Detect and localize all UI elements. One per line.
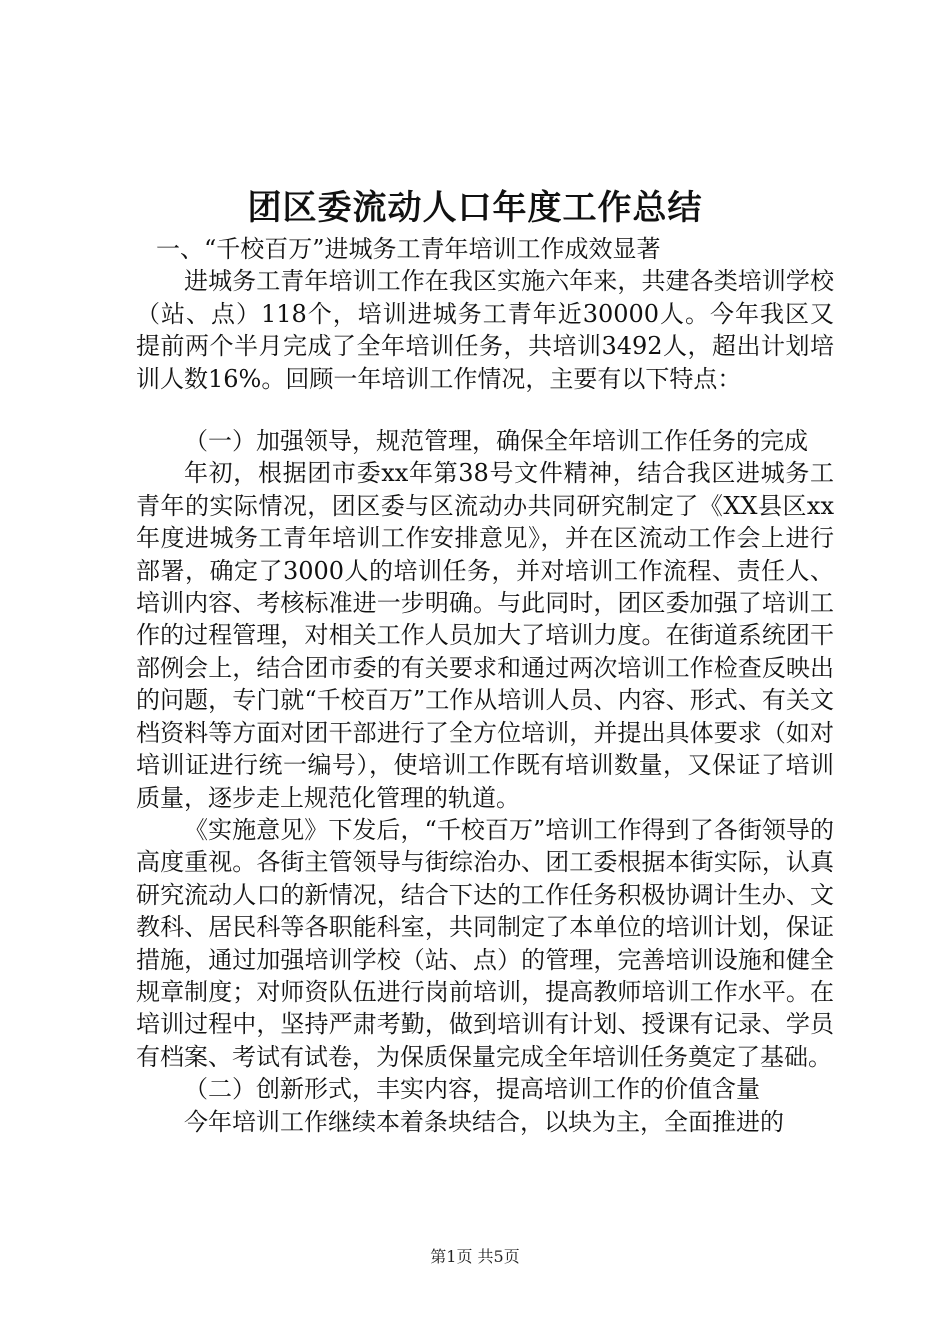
section-heading-1: 一、“千校百万”进城务工青年培训工作成效显著 [156,235,661,263]
document-title: 团区委流动人口年度工作总结 [247,188,703,228]
paragraph-body: 年初，根据团市委xx年第38号文件精神，结合我区进城务工青年的实际情况，团区委与区流动办共同研究制定了《XX县区xx年度进城务工青年培训工作安排意见》，并在区流动工作会上进行部署，确定了3000人的培训任务，并对培训工作流程、责任人、培训内容、考核标准进一步明确。与此同时，团区委加强了培训工作的过程管理，对相关工作人员加大了培训力度。在街道系统团干部例会上，结合团市委的有关要求和通过两次培训工作检查反映出的问题，专门就“千校百万”工作从培训人员、内容、形式、有关文档资料等方面对团干部进行了全方位培训，并提出具体要求（如对培训证进行统一编号），使培训工作既有培训数量，又保证了培训质量，逐步走上规范化管理的轨道。 [136,459,834,812]
paragraph-spacer [136,395,834,425]
subsection-heading-1: （一）加强领导，规范管理，确保全年培训工作任务的完成 [184,427,808,456]
subsection-heading-2: （二）创新形式，丰实内容，提高培训工作的价值含量 [184,1075,760,1104]
paragraph-intro: 进城务工青年培训工作在我区实施六年来，共建各类培训学校（站、点）118个，培训进城务工青年近30000人。今年我区又提前两个半月完成了全年培训任务，共培训3492人，超出计划培训人数16%。回顾一年培训工作情况，主要有以下特点： [136,267,834,393]
page-number-footer: 第1页 共5页 [430,1247,520,1266]
paragraph-body: 今年培训工作继续本着条块结合，以块为主，全面推进的 [184,1107,784,1136]
paragraph-body: 《实施意见》下发后，“千校百万”培训工作得到了各街领导的高度重视。各街主管领导与街综治办、团工委根据本街实际，认真研究流动人口的新情况，结合下达的工作任务积极协调计生办、文教科、居民科等各职能科室，共同制定了本单位的培训计划，保证措施，通过加强培训学校（站、点）的管理，完善培训设施和健全规章制度；对师资队伍进行岗前培训，提高教师培训工作水平。在培训过程中，坚持严肃考勤，做到培训有计划、授课有记录、学员有档案、考试有试卷，为保质保量完成全年培训任务奠定了基础。 [136,815,834,1071]
document-body [136,233,834,1138]
